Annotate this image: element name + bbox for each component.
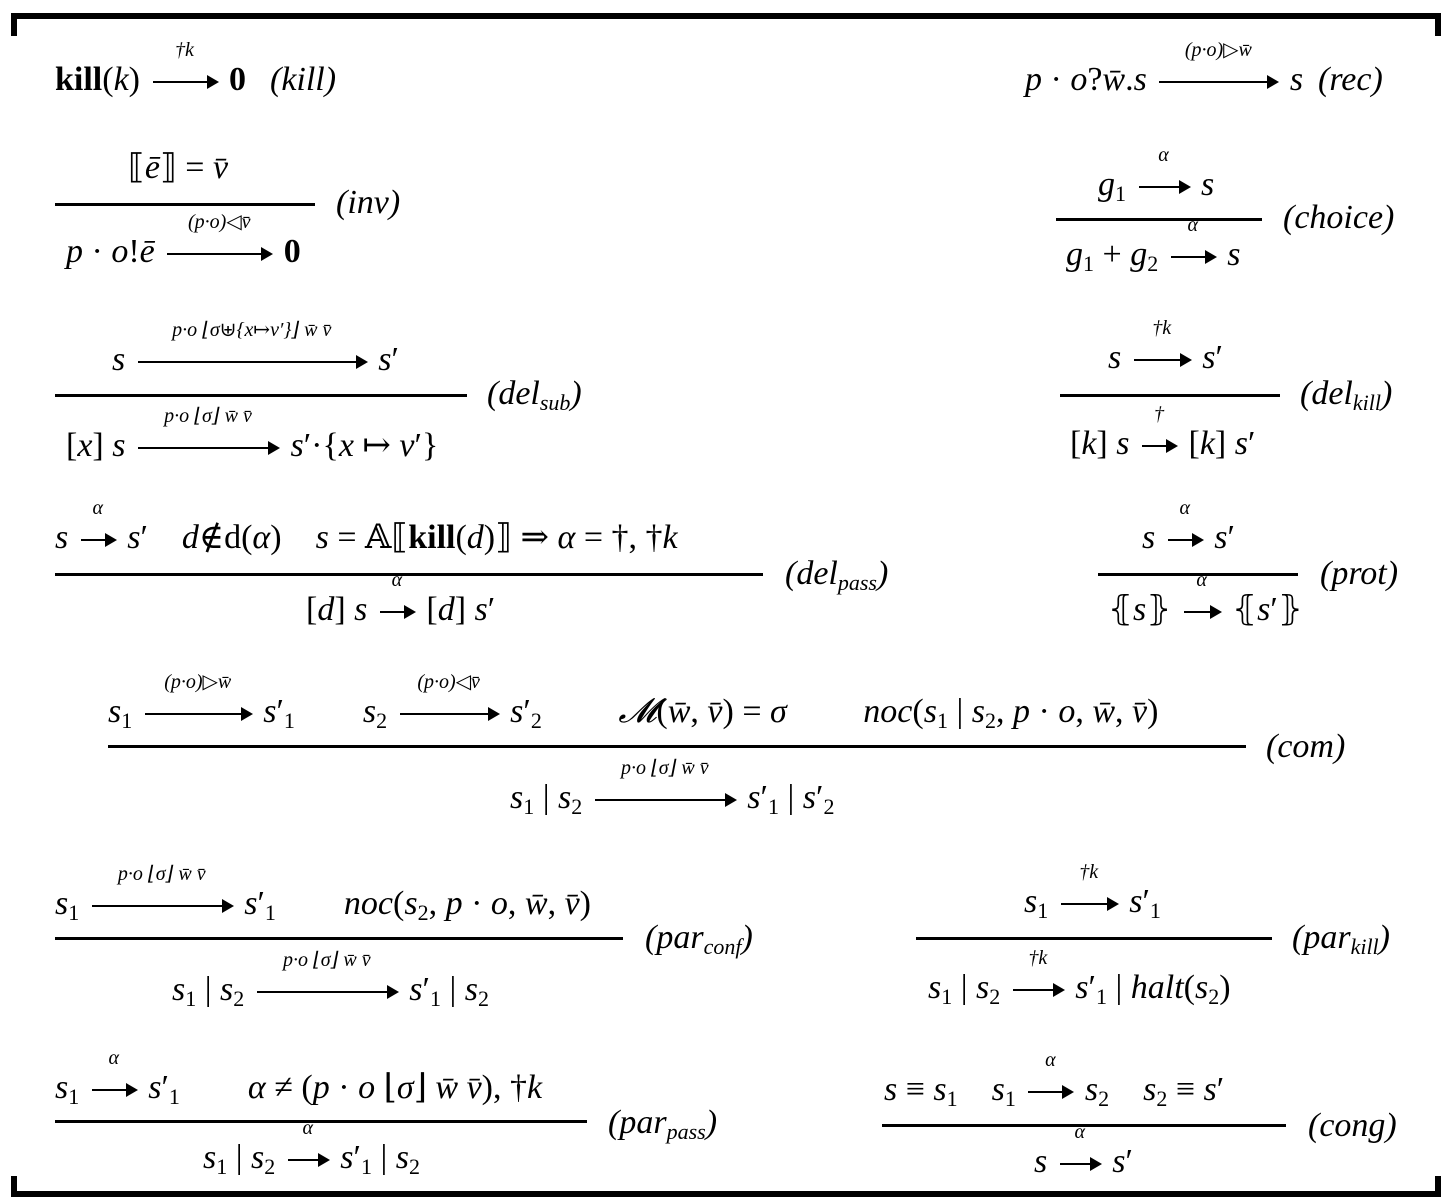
rule-delkill-conclusion: [k] s † [k] s′ (1070, 403, 1256, 462)
rule-label-cong: (cong) (1308, 1107, 1397, 1144)
rule-label-parkill: (par$_{kill}$) (1292, 919, 1390, 959)
transition-arrow: α (1135, 165, 1193, 205)
rule-com-premise: s1 (p·o)▷w̄ s′1 s2 (p·o)◁v̄ s′2 𝓜(w̄, v̄) = σ noc(s1 | s2, p · o, w̄, v̄) (108, 671, 1159, 733)
rule-label-prot: (prot) (1320, 555, 1399, 592)
rule-rec-conclusion: p · o?w̄.s (p·o)▷w̄ s (1025, 39, 1304, 98)
transition-arrow: α (1167, 235, 1219, 275)
transition-arrow: †k (1009, 968, 1067, 1008)
rule-choice-bar (1056, 218, 1262, 221)
rule-delsub-conclusion: [x] s p·o ⌊σ⌋ w̄ v̄ s′·{x ↦ v′} (66, 405, 439, 464)
rule-parconf-premise: s1 p·o ⌊σ⌋ w̄ v̄ s′1 noc(s2, p · o, w̄, v̄) (55, 863, 591, 925)
rule-label-com: (com) (1266, 728, 1346, 765)
rule-parpass-premise: s1 α s′1 α ≠ (p · o ⌊σ⌋ w̄ v̄), †k (55, 1047, 543, 1109)
transition-arrow: p·o ⌊σ⌋ w̄ v̄ (134, 426, 282, 466)
transition-arrow: α (77, 518, 119, 558)
rule-delsub-bar (55, 394, 467, 397)
transition-arrow: †k (1057, 882, 1121, 922)
rule-com-conclusion: s1 | s2 p·o ⌊σ⌋ w̄ v̄ s′1 | s′2 (510, 757, 835, 819)
transition-arrow: p·o ⌊σ⌋ w̄ v̄ (591, 778, 739, 818)
rule-parkill-conclusion: s1 | s2 †k s′1 | halt(s2) (928, 947, 1231, 1009)
rule-com-bar (108, 745, 1246, 748)
transition-arrow: p·o ⌊σ⌋ w̄ v̄ (253, 970, 401, 1010)
transition-arrow: †k (149, 60, 221, 100)
rule-parconf-conclusion: s1 | s2 p·o ⌊σ⌋ w̄ v̄ s′1 | s2 (172, 949, 489, 1011)
rule-parpass-conclusion: s1 | s2 α s′1 | s2 (203, 1117, 420, 1179)
transition-arrow: α (1180, 590, 1224, 630)
rule-label-parconf: (par$_{conf}$) (645, 919, 753, 959)
rule-delsub-premise: s p·o ⌊σ⊎{x↦v′}⌋ w̄ v̄ s′ (112, 319, 399, 378)
transition-arrow: α (1164, 518, 1206, 558)
rule-parkill-premise: s1 †k s′1 (1024, 861, 1161, 923)
transition-arrow: α (1056, 1142, 1104, 1182)
transition-arrow: (p·o)▷w̄ (1155, 60, 1281, 100)
rule-choice-premise: g1 α s (1098, 144, 1215, 206)
rule-inv-conclusion: p · o!ē (p·o)◁v̄ 0 (66, 211, 301, 270)
transition-arrow: p·o ⌊σ⌋ w̄ v̄ (88, 884, 236, 924)
rule-kill-conclusion: kill(k) †k 0 (55, 39, 246, 98)
rule-prot-conclusion: ⦃s⦄ α ⦃s′⦄ (1108, 569, 1303, 628)
rule-cong-premise: s ≡ s1 s1 α s2 s2 ≡ s′ (884, 1049, 1225, 1111)
transition-arrow: α (284, 1138, 332, 1178)
rule-label-delsub: (del$_{sub}$) (487, 375, 582, 415)
rule-inv-premise: ⟦ē⟧ = v̄ (128, 149, 229, 186)
rule-label-parpass: (par$_{pass}$) (608, 1104, 718, 1144)
rule-parconf-bar (55, 937, 623, 940)
rule-label-inv: (inv) (336, 184, 401, 221)
rule-delpass-conclusion: [d] s α [d] s′ (306, 569, 496, 628)
transition-arrow: α (376, 590, 418, 630)
rule-inv-bar (55, 203, 315, 206)
rule-label-choice: (choice) (1283, 199, 1395, 236)
rule-label-delpass: (del$_{pass}$) (785, 555, 889, 595)
transition-arrow: α (1024, 1070, 1076, 1110)
rule-prot-premise: s α s′ (1142, 497, 1235, 556)
transition-arrow: α (88, 1068, 140, 1108)
transition-arrow: (p·o)▷w̄ (141, 692, 255, 732)
transition-arrow: p·o ⌊σ⊎{x↦v′}⌋ w̄ v̄ (134, 340, 370, 380)
transition-arrow: (p·o)◁v̄ (396, 692, 502, 732)
rule-label-delkill: (del$_{kill}$) (1300, 375, 1393, 415)
rule-delkill-bar (1060, 394, 1280, 397)
rule-parkill-bar (916, 937, 1272, 940)
transition-arrow: † (1138, 424, 1180, 464)
transition-arrow: (p·o)◁v̄ (163, 232, 275, 272)
rule-cong-conclusion: s α s′ (1034, 1121, 1133, 1180)
transition-arrow: †k (1130, 338, 1194, 378)
rule-delkill-premise: s †k s′ (1108, 317, 1223, 376)
rule-delpass-premise: s α s′ d∉d(α) s = 𝔸⟦kill(d)⟧ ⇒ α = †, †k (55, 497, 678, 556)
rule-label-kill: (kill) (270, 61, 337, 98)
rule-label-rec: (rec) (1318, 61, 1383, 98)
rule-choice-conclusion: g1 + g2 α s (1066, 214, 1241, 276)
